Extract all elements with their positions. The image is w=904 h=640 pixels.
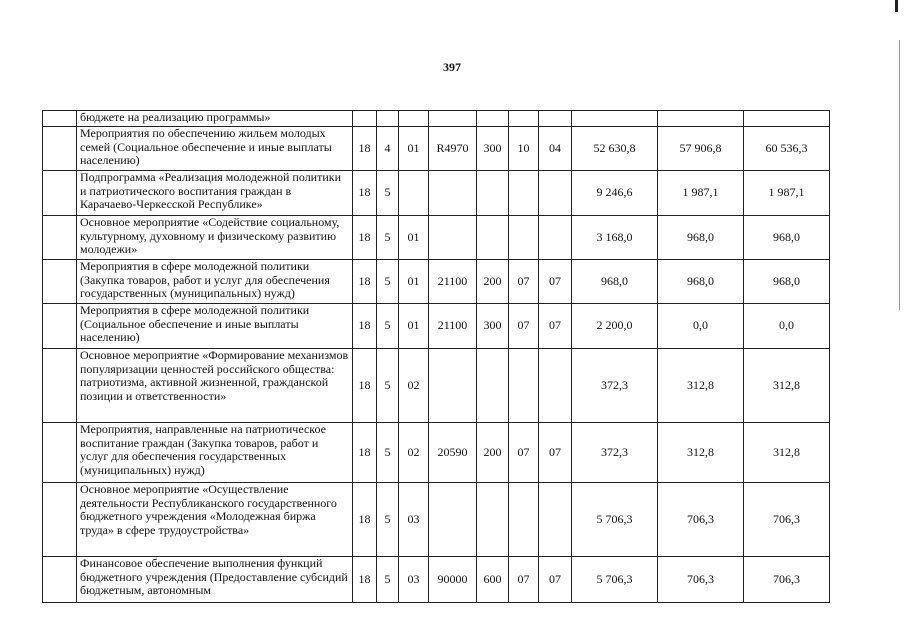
- row-v1-cell: 5 706,3: [572, 557, 658, 603]
- row-c4-cell: [429, 483, 477, 557]
- row-c1-cell: 18: [353, 260, 377, 304]
- row-c4-cell: R4970: [429, 127, 477, 171]
- row-c2-cell: 5: [377, 483, 399, 557]
- row-v2-cell: 312,8: [658, 423, 744, 483]
- row-number-cell: [43, 483, 77, 557]
- row-number-cell: [43, 349, 77, 423]
- table-row: [43, 349, 830, 423]
- row-name-cell: Подпрограмма «Реализация молодежной политики и патриотического воспитания граждан в Карачаево-Черкесской Республике»: [77, 171, 353, 216]
- row-c7-cell: [539, 216, 572, 260]
- row-c7-cell: 07: [539, 423, 572, 483]
- row-c2-cell: 5: [377, 423, 399, 483]
- row-v3-cell: 60 536,3: [744, 127, 830, 171]
- row-v3-cell: 968,0: [744, 216, 830, 260]
- row-c4-cell: 21100: [429, 304, 477, 349]
- row-c2-cell: 5: [377, 260, 399, 304]
- row-c6-cell: 07: [509, 423, 539, 483]
- row-v3-cell: [744, 111, 830, 127]
- row-v2-cell: 1 987,1: [658, 171, 744, 216]
- row-v1-cell: 372,3: [572, 349, 658, 423]
- row-v3-cell: 312,8: [744, 349, 830, 423]
- row-c1-cell: 18: [353, 349, 377, 423]
- row-c6-cell: [509, 483, 539, 557]
- row-c3-cell: 03: [399, 557, 429, 603]
- row-c6-cell: 07: [509, 260, 539, 304]
- row-name-cell: Мероприятия по обеспечению жильем молодых семей (Социальное обеспечение и иные выплаты населению): [77, 127, 353, 171]
- row-c2-cell: 5: [377, 171, 399, 216]
- table-row: [43, 127, 830, 171]
- row-c6-cell: [509, 171, 539, 216]
- row-name-cell: Мероприятия в сфере молодежной политики (Закупка товаров, работ и услуг для обеспечения государственных (муниципальных) нужд): [77, 260, 353, 304]
- row-c1-cell: 18: [353, 423, 377, 483]
- row-c1-cell: 18: [353, 171, 377, 216]
- row-c4-cell: 21100: [429, 260, 477, 304]
- row-c6-cell: [509, 349, 539, 423]
- row-name-cell: Основное мероприятие «Формирование механизмов популяризации ценностей российского общества: патриотизма, активной жизненной, гражданской позиции и ответственности»: [77, 349, 353, 423]
- table-row: [43, 216, 830, 260]
- row-number-cell: [43, 171, 77, 216]
- table-row: [43, 483, 830, 557]
- row-c6-cell: 07: [509, 304, 539, 349]
- row-c4-cell: [429, 216, 477, 260]
- row-c1-cell: 18: [353, 557, 377, 603]
- row-v3-cell: 706,3: [744, 557, 830, 603]
- row-c3-cell: [399, 171, 429, 216]
- row-v3-cell: 968,0: [744, 260, 830, 304]
- row-name-cell: Мероприятия, направленные на патриотическое воспитание граждан (Закупка товаров, работ и услуг для обеспечения государственных (муниципальных) нужд): [77, 423, 353, 483]
- row-c3-cell: 02: [399, 423, 429, 483]
- row-c5-cell: [477, 483, 509, 557]
- row-v2-cell: 706,3: [658, 483, 744, 557]
- page-number: 397: [443, 60, 461, 74]
- row-v1-cell: 372,3: [572, 423, 658, 483]
- row-c6-cell: 07: [509, 557, 539, 603]
- row-name-cell: бюджете на реализацию программы»: [77, 111, 353, 127]
- row-c2-cell: 5: [377, 216, 399, 260]
- table-row: [43, 304, 830, 349]
- row-c3-cell: 01: [399, 127, 429, 171]
- table-row: [43, 557, 830, 603]
- row-c5-cell: [477, 171, 509, 216]
- row-name-cell: Финансовое обеспечение выполнения функций бюджетного учреждения (Предоставление субсидий бюджетным, автономным: [77, 557, 353, 603]
- budget-table: [42, 110, 830, 603]
- row-v3-cell: 706,3: [744, 483, 830, 557]
- row-c3-cell: 01: [399, 216, 429, 260]
- row-c4-cell: 20590: [429, 423, 477, 483]
- row-c5-cell: [477, 216, 509, 260]
- row-v2-cell: 968,0: [658, 260, 744, 304]
- table-row: [43, 111, 830, 127]
- row-v2-cell: 312,8: [658, 349, 744, 423]
- row-c7-cell: 07: [539, 260, 572, 304]
- row-c3-cell: [399, 111, 429, 127]
- row-v2-cell: 706,3: [658, 557, 744, 603]
- row-c2-cell: 5: [377, 349, 399, 423]
- row-c1-cell: 18: [353, 483, 377, 557]
- row-c5-cell: 600: [477, 557, 509, 603]
- row-c7-cell: 07: [539, 304, 572, 349]
- row-c5-cell: [477, 349, 509, 423]
- row-v1-cell: [572, 111, 658, 127]
- row-name-cell: Основное мероприятие «Содействие социальному, культурному, духовному и физическому развитию молодежи»: [77, 216, 353, 260]
- row-c1-cell: 18: [353, 216, 377, 260]
- row-name-cell: Основное мероприятие «Осуществление деятельности Республиканского государственного бюджетного учреждения «Молодежная биржа труда» в сфере трудоустройства»: [77, 483, 353, 557]
- row-c7-cell: 04: [539, 127, 572, 171]
- row-v2-cell: 968,0: [658, 216, 744, 260]
- row-c2-cell: 5: [377, 304, 399, 349]
- row-c4-cell: 90000: [429, 557, 477, 603]
- row-v1-cell: 9 246,6: [572, 171, 658, 216]
- row-number-cell: [43, 423, 77, 483]
- row-c6-cell: 10: [509, 127, 539, 171]
- row-number-cell: [43, 557, 77, 603]
- row-c4-cell: [429, 171, 477, 216]
- row-c7-cell: [539, 171, 572, 216]
- row-c4-cell: [429, 111, 477, 127]
- row-number-cell: [43, 304, 77, 349]
- row-v3-cell: 312,8: [744, 423, 830, 483]
- row-c1-cell: 18: [353, 127, 377, 171]
- row-c2-cell: 4: [377, 127, 399, 171]
- row-name-cell: Мероприятия в сфере молодежной политики (Социальное обеспечение и иные выплаты населению): [77, 304, 353, 349]
- row-c4-cell: [429, 349, 477, 423]
- row-c7-cell: [539, 349, 572, 423]
- row-number-cell: [43, 216, 77, 260]
- row-c3-cell: 01: [399, 260, 429, 304]
- table-row: [43, 260, 830, 304]
- row-v1-cell: 52 630,8: [572, 127, 658, 171]
- row-c3-cell: 02: [399, 349, 429, 423]
- row-number-cell: [43, 111, 77, 127]
- row-number-cell: [43, 260, 77, 304]
- row-c6-cell: [509, 111, 539, 127]
- row-v3-cell: 1 987,1: [744, 171, 830, 216]
- row-c2-cell: 5: [377, 557, 399, 603]
- row-c5-cell: 300: [477, 304, 509, 349]
- row-v1-cell: 5 706,3: [572, 483, 658, 557]
- row-v2-cell: [658, 111, 744, 127]
- row-c7-cell: [539, 111, 572, 127]
- scan-edge-line: [899, 40, 900, 310]
- row-c5-cell: 200: [477, 423, 509, 483]
- row-number-cell: [43, 127, 77, 171]
- row-c2-cell: [377, 111, 399, 127]
- row-c3-cell: 01: [399, 304, 429, 349]
- row-v3-cell: 0,0: [744, 304, 830, 349]
- row-v1-cell: 2 200,0: [572, 304, 658, 349]
- table-row: [43, 171, 830, 216]
- row-c7-cell: [539, 483, 572, 557]
- table-row: [43, 423, 830, 483]
- row-v1-cell: 968,0: [572, 260, 658, 304]
- row-v1-cell: 3 168,0: [572, 216, 658, 260]
- row-v2-cell: 0,0: [658, 304, 744, 349]
- row-c5-cell: [477, 111, 509, 127]
- row-c5-cell: 200: [477, 260, 509, 304]
- row-c7-cell: 07: [539, 557, 572, 603]
- row-v2-cell: 57 906,8: [658, 127, 744, 171]
- scan-edge-mark: [895, 0, 898, 12]
- row-c5-cell: 300: [477, 127, 509, 171]
- row-c1-cell: 18: [353, 304, 377, 349]
- row-c1-cell: [353, 111, 377, 127]
- budget-table-body: [43, 111, 830, 603]
- row-c3-cell: 03: [399, 483, 429, 557]
- row-c6-cell: [509, 216, 539, 260]
